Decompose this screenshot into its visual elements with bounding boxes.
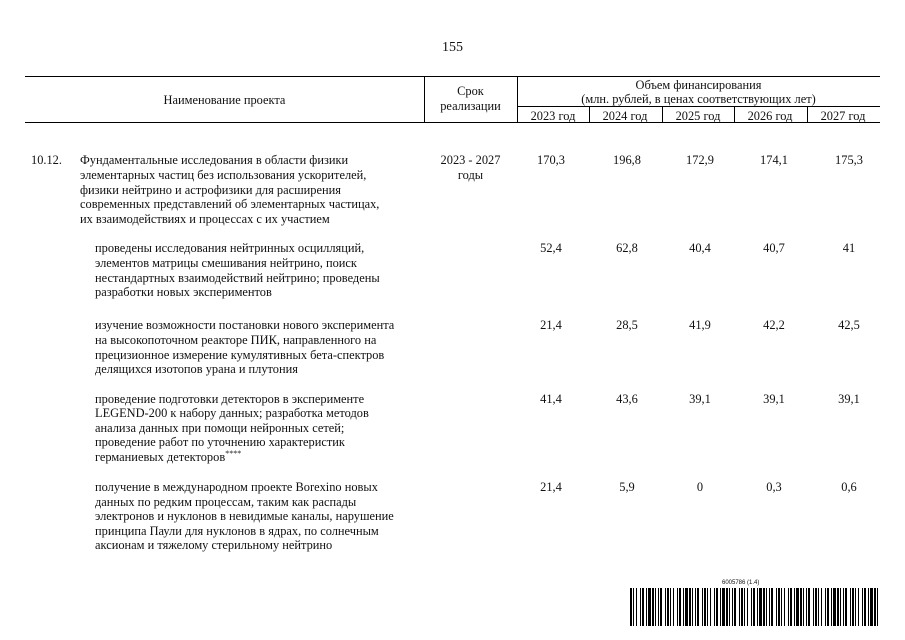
item-line: на высокопоточном реакторе ПИК, направленного на [95, 333, 377, 347]
item-line: электронов и нуклонов в невидимые каналы, нарушение [95, 509, 394, 523]
item-line: проведение подготовки детекторов в эксперименте [95, 392, 365, 406]
item-value: 43,6 [616, 392, 638, 406]
item-value: 41 [842, 241, 856, 255]
item-value: 21,4 [540, 318, 562, 332]
year-header: 2023 год [530, 109, 576, 123]
year-header: 2027 год [820, 109, 866, 123]
item-value: 5,9 [619, 480, 635, 494]
item-line: проведены исследования нейтринных осцилляций, [95, 241, 365, 255]
project-title-line: Фундаментальные исследования в области физики [80, 153, 349, 167]
item-value: 52,4 [540, 241, 562, 255]
header-term-line1: Срок [457, 84, 484, 98]
header-top-rule [25, 76, 880, 77]
item-value: 39,1 [838, 392, 860, 406]
project-value-2025: 172,9 [686, 153, 714, 167]
item-line: получение в международном проекте Borexino новых [95, 480, 378, 494]
page-number: 155 [442, 40, 463, 55]
project-title-line: элементарных частиц без использования ускорителей, [80, 168, 367, 182]
year-header: 2025 год [675, 109, 721, 123]
item-line: германиевых детекторов [95, 450, 226, 464]
barcode-label: 6005786 (1.4) [722, 580, 760, 586]
item-line: разработки новых экспериментов [95, 285, 272, 299]
item-value: 0,6 [841, 480, 857, 494]
project-number: 10.12. [31, 153, 62, 167]
item-value: 28,5 [616, 318, 638, 332]
item-line: нестандартных взаимодействий нейтрино; проведены [95, 271, 380, 285]
item-value: 40,7 [763, 241, 785, 255]
project-title-line: физики нейтрино и астрофизики для расширения [80, 183, 341, 197]
item-line: прецизионное измерение кумулятивных бета-спектров [95, 348, 385, 362]
item-line: элементов матрицы смешивания нейтрино, поиск [95, 256, 357, 270]
item-value: 21,4 [540, 480, 562, 494]
project-value-2023: 170,3 [537, 153, 565, 167]
header-funding-line1: Объем финансирования [635, 78, 762, 92]
item-line: делящихся изотопов урана и плутония [95, 362, 298, 376]
project-term-line2: годы [457, 168, 484, 182]
header-funding-line2: (млн. рублей, в ценах соответствующих лет) [581, 92, 816, 106]
header-term-line2: реализации [440, 99, 501, 113]
item-line-with-footnote [95, 450, 241, 465]
project-value-2026: 174,1 [760, 153, 788, 167]
item-line: LEGEND-200 к набору данных; разработка методов [95, 406, 369, 420]
year-header: 2026 год [747, 109, 793, 123]
header-name-column: Наименование проекта [163, 93, 286, 107]
year-header: 2024 год [602, 109, 648, 123]
footnote-mark: **** [225, 448, 242, 458]
item-value: 62,8 [616, 241, 638, 255]
project-term-line1: 2023 - 2027 [440, 153, 501, 167]
item-line: данных по редким процессам, таким как распады [95, 495, 357, 509]
item-line: проведение работ по уточнению характеристик [95, 435, 345, 449]
item-line: анализа данных при помощи нейронных сетей; [95, 421, 345, 435]
item-value: 0 [696, 480, 704, 494]
item-value: 42,2 [763, 318, 785, 332]
item-value: 41,9 [689, 318, 711, 332]
project-value-2027: 175,3 [835, 153, 863, 167]
item-value: 39,1 [763, 392, 785, 406]
item-value: 39,1 [689, 392, 711, 406]
item-line: принципа Паули для нуклонов в ядрах, по солнечным [95, 524, 379, 538]
item-line: изучение возможности постановки нового эксперимента [95, 318, 395, 332]
item-value: 42,5 [838, 318, 860, 332]
item-value: 0,3 [766, 480, 782, 494]
project-title-line: их взаимодействиях и процессах с их участием [80, 212, 330, 226]
item-line: аксионам и тяжелому стерильному нейтрино [95, 538, 333, 552]
barcode-image [630, 588, 880, 626]
item-value: 41,4 [540, 392, 562, 406]
item-value: 40,4 [689, 241, 711, 255]
project-value-2024: 196,8 [613, 153, 641, 167]
project-title-line: современных представлений об элементарных частицах, [80, 197, 380, 211]
